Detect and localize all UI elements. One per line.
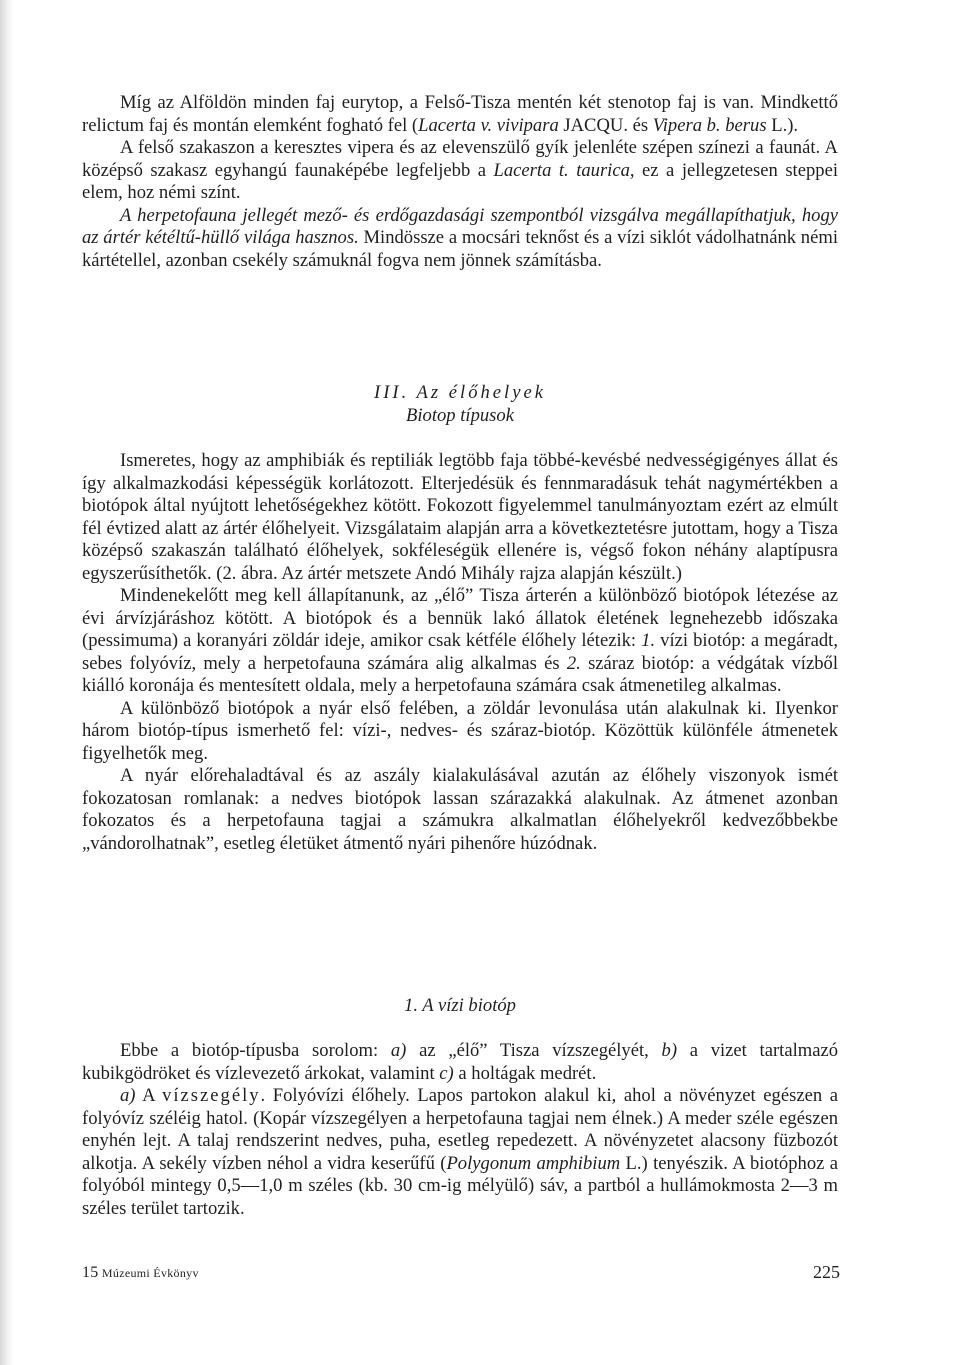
text-span: Ebbe a biotóp-típusba sorolom: — [120, 1040, 391, 1061]
page-edge-shadow — [0, 0, 14, 1365]
body-text-habitats — [82, 450, 838, 855]
signature-text: Múzeumi Évkönyv — [101, 1266, 199, 1280]
paragraph-habitat-intro: Ismeretes, hogy az amphibiák és reptiliák legtöbb faja többé-kevésbé nedvességigényes állat és így alkalmazkodási képességük korlátozott. Elterjedésük és fennmaradásuk tehát nagymértékben a biotópok által nyújtott lehetőségekhez kötött. Fokozott figyelemmel tanulmányoztam ezért az elmúlt fél évtized alatt az ártér élőhelyeit. Vizsgálataim alapján arra a következtetésre jutottam, hogy a Tisza középső szakaszán található élőhelyek, sokféleségük ellenére is, végső fokon néhány alaptípusra egyszerűsíthetők. (2. ábra. Az ártér metszete Andó Mihály rajza alapján készült.) — [82, 450, 838, 584]
printer-signature — [82, 1264, 199, 1282]
text-span: L.). — [766, 114, 799, 136]
enumeration-letter: a) — [120, 1085, 136, 1106]
text-span: száraz biotóp: a védgátak vízből kiálló koronája és mentesített oldala, mely a herpetofauna számára csak átmenetileg alkalmas. — [82, 652, 838, 696]
species-name: Vipera b. berus — [652, 114, 767, 136]
paragraph-herpetofauna-value — [82, 205, 838, 273]
text-span: . Folyóvízi élőhely. Lapos partokon alakul ki, ahol a növényzet egészen a folyóvíz széléig hatol. (Kopár vízszegélyen a herpetofauna tagjai nem élnek.) A meder széle egészen enyhén lejt. A talaj rendszerint nedves, puha, esetleg repedezett. A növényzetet alacsony füzbozót alkotja. A sekély vízben néhol a vidra keserűfű ( — [82, 1085, 838, 1174]
text-span: L.) tenyészik. A biotóphoz a folyóból mintegy 0,5—1,0 m széles (kb. 30 cm-ig mélyülő) sáv, a partból a hullámokmosta 2—3 m széles terület tartozik. — [82, 1152, 838, 1219]
text-span: A felső szakaszon a keresztes vipera és az elevenszülő gyík jelenléte szépen színezi a faunát. A középső szakasz egyhangú faunaképébe legfeljebb a — [82, 137, 838, 181]
signature-number: 15 — [82, 1264, 99, 1281]
text-span: Míg az Alföldön minden faj eurytop, a Felső-Tisza mentén két stenotop faj is van. Mindkettő relictum faj és montán elemként fogható fel ( — [82, 92, 838, 136]
paragraph-relict-species — [82, 92, 838, 137]
species-name: Lacerta t. taurica — [493, 159, 630, 181]
enumeration-number: 2. — [566, 652, 581, 674]
species-name: Lacerta v. vivipara — [418, 114, 559, 136]
section-heading — [82, 995, 838, 1017]
paragraph-fauna-sections — [82, 137, 838, 205]
page-number: 225 — [813, 1262, 840, 1282]
chapter-subtitle: Biotop típusok — [406, 405, 514, 426]
text-span: az „élő” Tisza vízszegélyét, — [406, 1040, 662, 1061]
paragraph-drought: A nyár előrehaladtával és az aszály kialakulásával azután az élőhely viszonyok ismét fokozatosan romlanak: a nedves biotópok lassan szárazakká alakulnak. Az átmenet azonban fokozatos és a herpetofauna tagjai a számukra alkalmatlan élőhelyekről kedvezőbbekbe „vándorolhatnak”, esetleg életüket átmentő nyári pihenőre húzódnak. — [82, 765, 838, 854]
chapter-heading: III. Az élőhelyek — [374, 382, 546, 403]
emphasized-sentence: A herpetofauna jellegét mező- és erdőgazdasági szempontból vizsgálva megállapíthatjuk, hogy az ártér kétéltű-hüllő világa hasznos. — [82, 204, 838, 248]
paragraph-biotope-types: A különböző biotópok a nyár első felében, a zöldár levonulása után alakulnak ki. Ilyenkor három biotóp-típus ismerhető fel: vízi-, nedves- és száraz-biotóp. Közöttük különféle átmenetek figyelhetők meg. — [82, 697, 838, 764]
text-span: Mindenekelőtt meg kell állapítanunk, az „élő” Tisza árterén a különböző biotópok létezése az évi árvízjáráshoz kötött. A biotópok és a bennük lakó állatok életének legnehezebb időszaka (pessimuma) a koranyári zöldár ideje, amikor csak kétféle élőhely létezik: — [82, 585, 838, 651]
enumeration-letter: b) — [661, 1040, 678, 1061]
text-span: , ez a jellegzetesen steppei elem, hoz némi színt. — [82, 159, 838, 203]
paragraph-flood-regime — [82, 585, 838, 698]
enumeration-number: 1. — [641, 630, 656, 651]
text-span: a holtágak medrét. — [453, 1062, 597, 1084]
text-span: vízi biotóp: a megáradt, sebes folyóvíz, mely a herpetofauna számára alig alkalmas és — [82, 630, 838, 674]
text-span: a vizet tartalmazó kubikgödröket és vízlevezető árkokat, valamint — [82, 1040, 839, 1084]
enumeration-letter: a) — [390, 1040, 407, 1061]
spaced-term: vízszegély — [162, 1085, 261, 1106]
section-title: A vízi biotóp — [422, 995, 516, 1016]
text-span: A — [135, 1085, 163, 1106]
section-number: 1. — [404, 995, 418, 1016]
paragraph-water-edge — [82, 1085, 838, 1220]
paragraph-biotope-classification — [82, 1040, 838, 1085]
body-text-water-biotope — [82, 1040, 838, 1220]
text-span: Mindössze a mocsári teknőst és a vízi siklót vádolhatnánk némi kártétellel, azonban csekély számuknál fogva nem jönnek számításba. — [82, 227, 838, 271]
enumeration-letter: c) — [439, 1062, 454, 1084]
text-span: JACQU. és — [558, 114, 653, 136]
species-name: Polygonum amphibium — [446, 1152, 621, 1174]
body-text-top — [82, 92, 838, 272]
